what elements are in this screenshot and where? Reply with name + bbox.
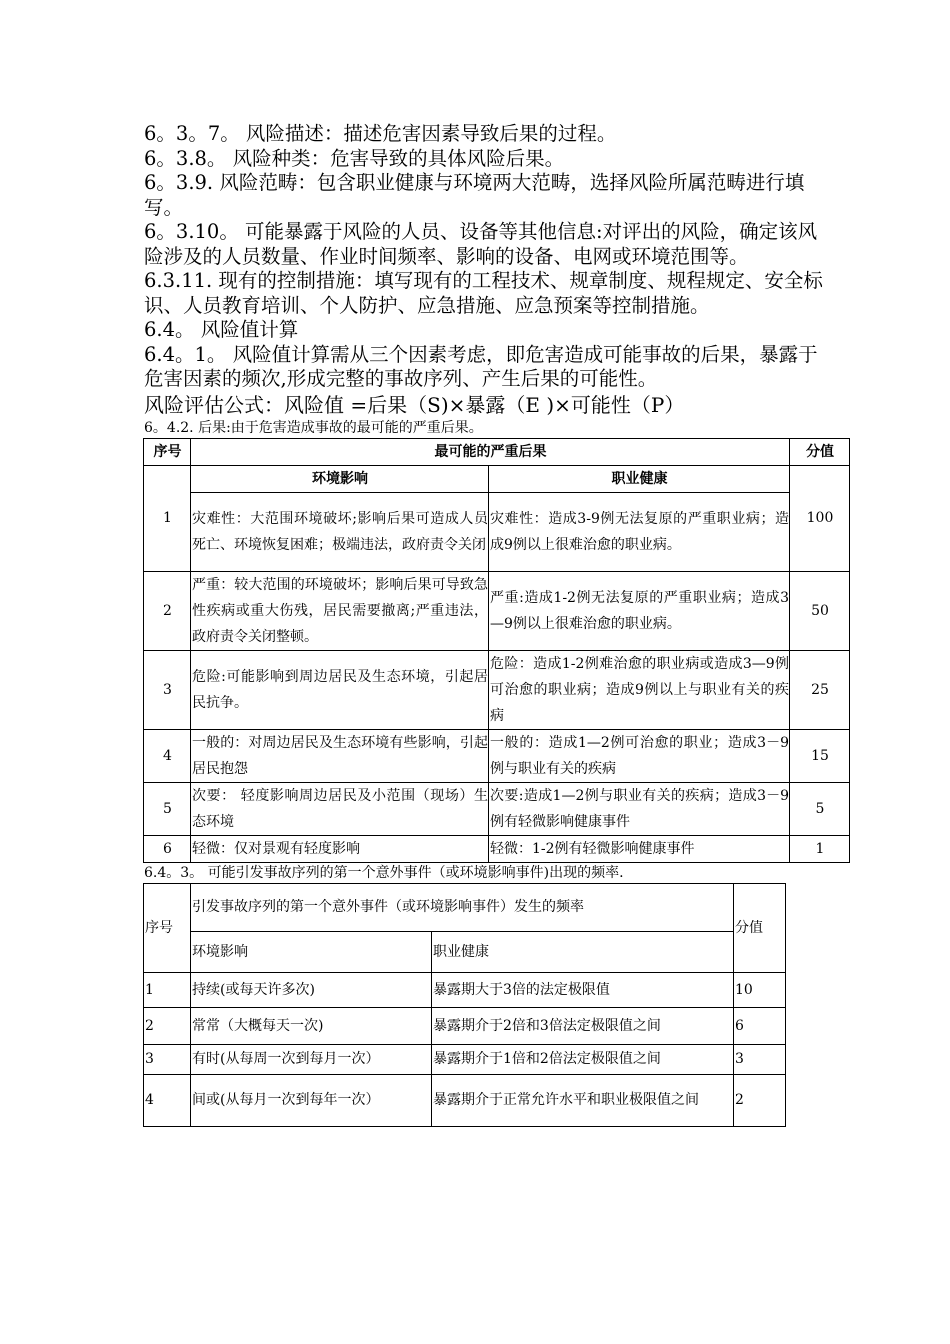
table1-caption: 6。4.2. 后果:由于危害造成事故的最可能的严重后果。	[144, 419, 483, 436]
table1-row-health: 灾难性：造成3-9例无法复原的严重职业病；造成9例以上很难治愈的职业病。	[489, 492, 790, 571]
table1-row-score: 15	[790, 729, 850, 782]
table1-row-no: 4	[144, 729, 191, 782]
table2-row-health: 暴露期介于2倍和3倍法定极限值之间	[432, 1007, 734, 1044]
table2-row-score: 3	[734, 1044, 786, 1074]
table2-row-env: 常常（大概每天一次)	[191, 1007, 432, 1044]
table2-header-health: 职业健康	[432, 931, 734, 972]
table1-row-health: 危险：造成1-2例难治愈的职业病或造成3—9例可治愈的职业病；造成9例以上与职业有关的疾病	[489, 650, 790, 729]
table2-row-score: 6	[734, 1007, 786, 1044]
paragraph-6-3-11: 6.3.11. 现有的控制措施：填写现有的工程技术、规章制度、规程规定、安全标识、人员教育培训、个人防护、应急措施、应急预案等控制措施。	[144, 269, 823, 317]
table2-row-env: 有时(从每周一次到每月一次）	[191, 1044, 432, 1074]
table2-row-health: 暴露期介于正常允许水平和职业极限值之间	[432, 1074, 734, 1126]
table1-row-no: 3	[144, 650, 191, 729]
table1-row-no: 2	[144, 571, 191, 650]
heading-6-4: 6.4。 风险值计算	[144, 318, 299, 341]
table2-row-env: 间或(从每月一次到每年一次）	[191, 1074, 432, 1126]
table1-row-env: 危险:可能影响到周边居民及生态环境，引起居民抗争。	[191, 650, 489, 729]
table2-header-no: 序号	[144, 883, 191, 972]
table1-header-health: 职业健康	[489, 465, 790, 492]
table1-row-health: 次要:造成1—2例与职业有关的疾病；造成3－9例有轻微影响健康事件	[489, 782, 790, 835]
paragraph-6-3-10: 6。3.10。 可能暴露于风险的人员、设备等其他信息:对评出的风险，确定该风险涉及的人员数量、作业时间频率、影响的设备、电网或环境范围等。	[144, 220, 818, 268]
frequency-table	[143, 883, 786, 1127]
paragraph-6-3-8: 6。3.8。 风险种类：危害导致的具体风险后果。	[144, 146, 565, 170]
table1-header-main: 最可能的严重后果	[191, 438, 790, 465]
table1-row-score: 50	[790, 571, 850, 650]
table2-row-health: 暴露期介于1倍和2倍法定极限值之间	[432, 1044, 734, 1074]
table1-row-env: 灾难性：大范围环境破坏;影响后果可造成人员死亡、环境恢复困难；极端违法，政府责令关闭	[191, 492, 489, 571]
table1-row-health: 轻微：1-2例有轻微影响健康事件	[489, 835, 790, 862]
table2-row-health: 暴露期大于3倍的法定极限值	[432, 972, 734, 1007]
table2-header-score: 分值	[734, 883, 786, 972]
table2-row-no: 4	[144, 1074, 191, 1126]
table1-row-no: 5	[144, 782, 191, 835]
table1-row-score: 25	[790, 650, 850, 729]
table1-row-no: 1	[144, 465, 191, 571]
risk-formula: 风险评估公式：风险值 =后果（S)×暴露（E )×可能性（P）	[144, 392, 685, 417]
paragraph-6-3-9: 6。3.9. 风险范畴：包含职业健康与环境两大范畴，选择风险所属范畴进行填写。	[144, 171, 805, 219]
table2-row-env: 持续(或每天许多次)	[191, 972, 432, 1007]
table2-header-main: 引发事故序列的第一个意外事件（或环境影响事件）发生的频率	[191, 883, 734, 931]
document-page	[144, 122, 834, 1127]
table2-row-score: 2	[734, 1074, 786, 1126]
table2-row-no: 2	[144, 1007, 191, 1044]
table1-row-score: 5	[790, 782, 850, 835]
table1-row-env: 轻微：仅对景观有轻度影响	[191, 835, 489, 862]
table1-row-env: 一般的：对周边居民及生态环境有些影响，引起居民抱怨	[191, 729, 489, 782]
table1-row-env: 次要： 轻度影响周边居民及小范围（现场）生态环境	[191, 782, 489, 835]
table2-row-no: 3	[144, 1044, 191, 1074]
table1-row-no: 6	[144, 835, 191, 862]
table1-row-health: 一般的：造成1—2例可治愈的职业；造成3－9例与职业有关的疾病	[489, 729, 790, 782]
table2-caption: 6.4。3。 可能引发事故序列的第一个意外事件（或环境影响事件)出现的频率.	[144, 864, 624, 881]
table1-row-score: 1	[790, 835, 850, 862]
table1-row-env: 严重：较大范围的环境破坏；影响后果可导致急性疾病或重大伤残，居民需要撤离;严重违法，政府责令关闭整顿。	[191, 571, 489, 650]
table2-header-env: 环境影响	[191, 931, 432, 972]
table2-row-score: 10	[734, 972, 786, 1007]
table1-row-health: 严重:造成1-2例无法复原的严重职业病；造成3—9例以上很难治愈的职业病。	[489, 571, 790, 650]
paragraph-6-4-1: 6.4。1。 风险值计算需从三个因素考虑，即危害造成可能事故的后果，暴露于危害因素的频次,形成完整的事故序列、产生后果的可能性。	[144, 342, 818, 390]
table1-header-env: 环境影响	[191, 465, 489, 492]
table1-row-score: 100	[790, 465, 850, 571]
paragraph-6-3-7: 6。3。7。 风险描述：描述危害因素导致后果的过程。	[144, 122, 617, 145]
table1-header-score: 分值	[790, 438, 850, 465]
table1-header-no: 序号	[144, 438, 191, 465]
table2-row-no: 1	[144, 972, 191, 1007]
consequence-table	[143, 438, 850, 863]
